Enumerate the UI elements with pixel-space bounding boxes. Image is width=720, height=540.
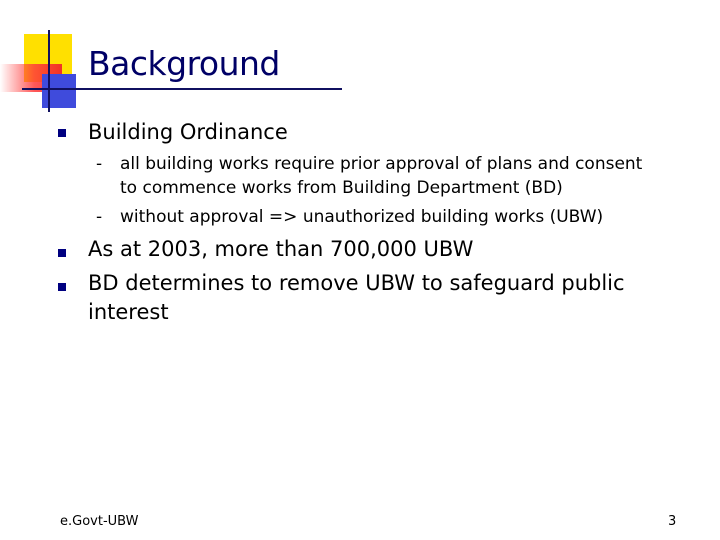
sub-bullet-dash: -	[96, 207, 103, 227]
sub-bullet-dash: -	[96, 154, 103, 174]
bullet-square-icon	[58, 283, 66, 291]
bullet-text: Building Ordinance	[88, 120, 288, 144]
bullet-square-icon	[58, 249, 66, 257]
slide-title: Background	[88, 44, 280, 83]
bullet-text: interest	[88, 300, 169, 324]
bullet-text: BD determines to remove UBW to safeguard public	[88, 271, 625, 295]
sub-bullet-text: all building works require prior approval of plans and consent	[120, 154, 643, 174]
decor-horizontal-line	[22, 88, 342, 90]
bullet-text: As at 2003, more than 700,000 UBW	[88, 237, 474, 261]
footer-label: e.Govt-UBW	[60, 514, 139, 529]
bullet-square-icon	[58, 129, 66, 137]
decor-vertical-line	[48, 30, 50, 112]
sub-bullet-text: to commence works from Building Department (BD)	[120, 178, 563, 198]
sub-bullet-text: without approval => unauthorized building works (UBW)	[120, 207, 604, 227]
page-number: 3	[668, 514, 677, 529]
